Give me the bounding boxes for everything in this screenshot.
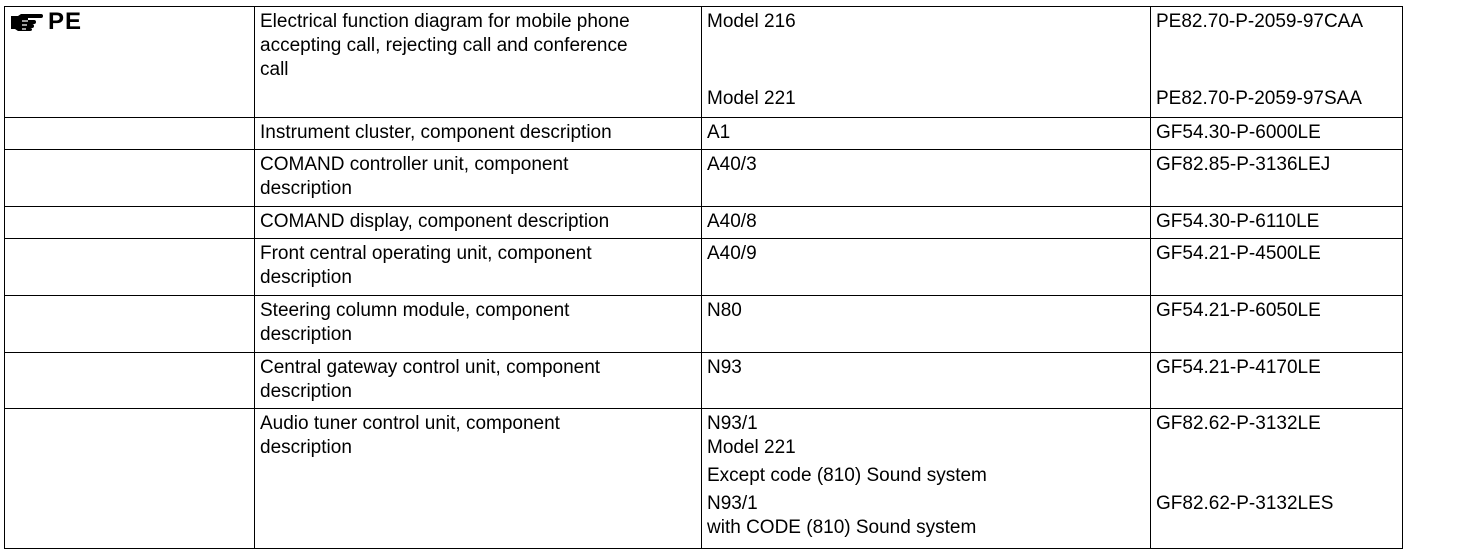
description-line: description bbox=[260, 178, 352, 199]
table-row bbox=[5, 207, 1403, 239]
document-number: GF54.30-P-6000LE bbox=[1156, 122, 1321, 143]
document-cell bbox=[1151, 353, 1403, 409]
description-cell bbox=[255, 296, 702, 353]
reference-table bbox=[4, 6, 1403, 549]
component-code: N93/1 bbox=[707, 413, 758, 434]
description-line: COMAND display, component description bbox=[260, 211, 610, 232]
component-code: A1 bbox=[707, 122, 731, 143]
description-line: Central gateway control unit, component bbox=[260, 357, 601, 378]
code-cell bbox=[702, 239, 1151, 296]
table-row bbox=[5, 7, 1403, 118]
document-number: GF82.62-P-3132LE bbox=[1156, 413, 1321, 434]
document-number: GF82.62-P-3132LES bbox=[1156, 493, 1334, 514]
title-line: accepting call, rejecting call and conference bbox=[260, 35, 628, 56]
marker-cell bbox=[5, 353, 255, 409]
table-row bbox=[5, 239, 1403, 296]
document-cell bbox=[1151, 118, 1403, 150]
description-line: Instrument cluster, component description bbox=[260, 122, 612, 143]
description-cell bbox=[255, 118, 702, 150]
model-label: Model 216 bbox=[707, 11, 796, 32]
description-line: description bbox=[260, 267, 352, 288]
table-row bbox=[5, 296, 1403, 353]
component-code: A40/9 bbox=[707, 243, 757, 264]
description-line: Front central operating unit, component bbox=[260, 243, 592, 264]
pe-label: PE bbox=[48, 8, 83, 35]
code-cell bbox=[702, 296, 1151, 353]
marker-cell bbox=[5, 296, 255, 353]
marker-cell bbox=[5, 118, 255, 150]
title-line: Electrical function diagram for mobile phone bbox=[260, 11, 630, 32]
document-cell bbox=[1151, 7, 1403, 118]
code-cell bbox=[702, 118, 1151, 150]
document-cell bbox=[1151, 239, 1403, 296]
document-number: PE82.70-P-2059-97CAA bbox=[1156, 11, 1364, 32]
marker-cell bbox=[5, 239, 255, 296]
variant-note: Except code (810) Sound system bbox=[707, 465, 987, 486]
description-cell bbox=[255, 207, 702, 239]
marker-cell bbox=[5, 7, 255, 118]
table-row bbox=[5, 409, 1403, 549]
description-line: description bbox=[260, 324, 352, 345]
document-cell bbox=[1151, 296, 1403, 353]
document-number: GF54.21-P-4170LE bbox=[1156, 357, 1321, 378]
pointing-hand-icon bbox=[10, 12, 44, 32]
table-row bbox=[5, 150, 1403, 207]
document-number: GF54.30-P-6110LE bbox=[1156, 211, 1320, 232]
code-cell bbox=[702, 409, 1151, 549]
table-row bbox=[5, 353, 1403, 409]
description-cell bbox=[255, 7, 702, 118]
document-number: PE82.70-P-2059-97SAA bbox=[1156, 88, 1362, 109]
description-line: Audio tuner control unit, component bbox=[260, 413, 560, 434]
description-line: description bbox=[260, 381, 352, 402]
document-number: GF54.21-P-6050LE bbox=[1156, 300, 1321, 321]
table-row bbox=[5, 118, 1403, 150]
code-cell bbox=[702, 150, 1151, 207]
component-code: N93 bbox=[707, 357, 742, 378]
marker-cell bbox=[5, 150, 255, 207]
document-number: GF54.21-P-4500LE bbox=[1156, 243, 1321, 264]
code-cell bbox=[702, 353, 1151, 409]
marker-cell bbox=[5, 207, 255, 239]
marker-cell bbox=[5, 409, 255, 549]
description-line: description bbox=[260, 437, 352, 458]
description-cell bbox=[255, 239, 702, 296]
description-line: COMAND controller unit, component bbox=[260, 154, 569, 175]
model-label: Model 221 bbox=[707, 88, 796, 109]
code-cell bbox=[702, 207, 1151, 239]
document-cell bbox=[1151, 150, 1403, 207]
variant-note: with CODE (810) Sound system bbox=[707, 517, 977, 538]
document-cell bbox=[1151, 207, 1403, 239]
description-line: Steering column module, component bbox=[260, 300, 570, 321]
model-label: Model 221 bbox=[707, 437, 796, 458]
component-code: N93/1 bbox=[707, 493, 758, 514]
document-number: GF82.85-P-3136LEJ bbox=[1156, 154, 1331, 175]
component-code: A40/3 bbox=[707, 154, 757, 175]
model-cell bbox=[702, 7, 1151, 118]
component-code: A40/8 bbox=[707, 211, 757, 232]
pe-marker bbox=[10, 10, 249, 34]
description-cell bbox=[255, 409, 702, 549]
description-cell bbox=[255, 353, 702, 409]
title-line: call bbox=[260, 59, 289, 80]
component-code: N80 bbox=[707, 300, 742, 321]
description-cell bbox=[255, 150, 702, 207]
document-cell bbox=[1151, 409, 1403, 549]
